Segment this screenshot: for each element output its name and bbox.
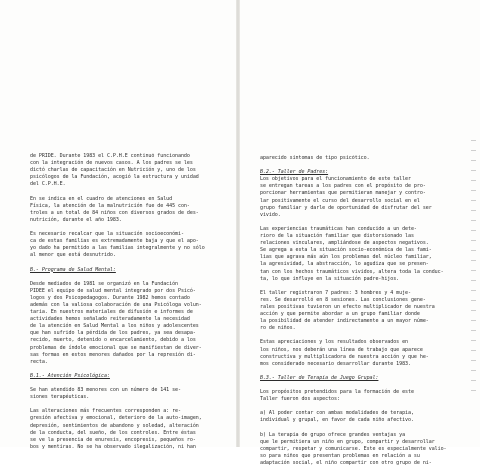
text-line: además con la valiosa colaboración de una Psicóloga volun- <box>30 301 202 308</box>
text-line: a) Al poder contar con ambas modalidades de terapia, <box>260 410 414 417</box>
text-line: rales positivas tuvieron un efecto multiplicador de nuestra <box>260 303 435 310</box>
text-line: El taller registraron 7 padres: 3 hombres y 4 muje- <box>260 289 411 296</box>
text-line: troles a un total de 84 niños con diversos grados de des- <box>30 209 199 216</box>
text-line: ro de niños. <box>260 325 296 332</box>
text-line: de PRIDE. Durante 1983 el C.P.H.E continuó funcionando <box>30 153 190 159</box>
text-line: actividades hemos señalado reiteradamente la necesidad <box>30 316 190 323</box>
text-line: aparecido síntomas de tipo psicótico. <box>260 155 370 161</box>
text-line: ta, lo que influye en la situación padre-hijos. <box>260 275 400 282</box>
right-page-text <box>260 155 466 467</box>
text-line: nutrición, durante el año 1983. <box>30 216 122 223</box>
text-line: Las alteraciones más frecuentes corresponden a: re- <box>30 408 181 415</box>
blank-line <box>260 162 466 169</box>
text-line: se entregan tareas a los padres con el propósito de pro- <box>260 183 426 190</box>
text-line: al menor que está desnutrido. <box>30 252 116 259</box>
text-line: problemas de índole emocional que se manifiestan de diver- <box>30 344 202 351</box>
text-line: la agresividad, la abstracción, lo agudiza que se presen- <box>260 261 429 268</box>
text-line: siones terapéuticas. <box>30 394 90 401</box>
text-line: individual y grupal, en favor de cada niño afectivo. <box>260 417 414 424</box>
blank-line <box>260 368 466 375</box>
blank-line <box>30 188 226 195</box>
text-line: los niños, nos deberán una línea de trabajo que aparece <box>260 346 423 353</box>
text-line: En se indica en el cuadro de atenciones en Salud <box>30 195 173 202</box>
page-edge-marks <box>471 140 477 400</box>
left-page <box>0 0 236 450</box>
blank-line <box>30 274 226 281</box>
blank-line <box>260 332 466 339</box>
text-line: taria. En nuestros materiales de difusión e informes de <box>30 309 193 316</box>
text-line: compartir, respetar y comunicarse. Este es especialmente valio- <box>260 445 447 452</box>
text-line: Se han atendido 83 menores con un número de 141 se- <box>30 387 181 394</box>
text-line: vivido. <box>260 211 281 218</box>
text-line: del C.P.H.E. <box>30 181 66 188</box>
text-line: gresión afectiva y emocional, deterioro de la auto-imagen, <box>30 415 202 422</box>
blank-line <box>30 366 226 373</box>
text-line: de la atención en Salud Mental a los niños y adolescentes <box>30 323 199 330</box>
text-line: Taller fueron dos aspectos: <box>260 396 340 403</box>
blank-line <box>260 425 466 432</box>
text-line: dictó charlas de capacitación en Nutrición y, uno de los <box>30 167 196 174</box>
text-line: Desde mediados de 1981 se organizó en la Fundación <box>30 280 179 287</box>
text-line: depresión, sentimientos de abandono y soledad, alteración <box>30 422 199 429</box>
section-heading: B.3.- Taller de Terapia de Juego Grupal: <box>260 374 379 381</box>
text-line: con la integración de nuevos casos. A los padres se les <box>30 160 193 167</box>
text-line: sas formas en estos menores dañados por la represión di- <box>30 351 196 358</box>
text-line: de la conducta, del sueño, de los controles. Entre éstas <box>30 429 196 436</box>
text-line: Los objetivos para el funcionamiento de este taller <box>260 176 411 183</box>
text-line: tan con los hechos traumáticos vividos, altera toda la conduc- <box>260 268 444 275</box>
text-line: Estas apreciaciones y los resultados observados en <box>260 339 409 346</box>
text-line: b) La terapia de grupo ofrece grandes ventajas ya <box>260 431 406 438</box>
text-line: acción y que permite abordar a un grupo familiar donde <box>260 311 420 318</box>
text-line: grupo familiar y darle de oportunidad de disfrutar del ser <box>260 204 432 211</box>
text-line: res. Se desarrolló en 8 sesiones. Las conclusiones gene- <box>260 296 426 303</box>
text-line: Los propósitos pretendidos para la formación de este <box>260 389 414 396</box>
text-line: so para niños que presentan problemas en relación a su <box>260 452 420 459</box>
text-line: yo dado ha permitido a las familias integralmente y no sólo <box>30 245 205 252</box>
text-line: recta. <box>30 358 48 365</box>
section-heading: B.2.- Taller de Padres: <box>260 169 329 176</box>
text-line: que han sufrido la pérdida de los padres, ya sea desapa- <box>30 330 196 337</box>
text-line: se ve la presencia de enuresis, encopresis, pequeños ro- <box>30 436 196 443</box>
text-line: relaciones vinculares, ampliándose de aspectos negativos. <box>260 240 429 247</box>
text-line: rioro de la situación familiar que distorsionado las <box>260 233 414 240</box>
blank-line <box>30 259 226 266</box>
text-line: lar positivamente el curso del desarrollo social en el <box>260 197 420 204</box>
left-page-text <box>30 153 226 451</box>
text-line: PIDEE el equipo de salud mental integrado por dos Psicó- <box>30 287 196 294</box>
blank-line <box>30 224 226 231</box>
text-line: Es necesario recalcar que la situación socioeconómi- <box>30 231 184 238</box>
section-heading: B.- Programa de Salud Mental: <box>30 266 116 273</box>
text-line: mos considerado necesario desarrollar durante 1983. <box>260 360 411 367</box>
text-line: Física, la atención de la malnutrición fue de 445 con- <box>30 202 190 209</box>
text-line: que le permitiera un niño en grupo, compartir y desarrollar <box>260 438 435 445</box>
text-line: adaptación social, el niño compartir con otro grupo de ni- <box>260 460 432 467</box>
section-heading: B.1.- Atención Psicológica: <box>30 372 110 379</box>
right-page <box>240 0 480 467</box>
text-line: constructiva y multiplicadora de nuestra acción y que he- <box>260 353 429 360</box>
text-line: recido, muerto, detenido o encarcelamiento, debido a los <box>30 337 196 344</box>
text-line: Se agrega a esta la situación socio-económica de las fami- <box>260 247 432 254</box>
text-line: bos y mentiras. No se ha observado ilegalización, ni han <box>30 443 196 450</box>
text-line: la posibilidad de atender indirectamente a un mayor núme- <box>260 318 429 325</box>
blank-line <box>260 403 466 410</box>
text-line: Las experiencias traumáticas han conducido a un dete- <box>260 225 417 232</box>
blank-line <box>260 219 466 226</box>
text-line: logos y dos Psicopedagogos. Durante 1982 hemos contado <box>30 294 190 301</box>
text-line: ca de estas familias es extremadamente baja y que el apo- <box>30 238 199 245</box>
text-line: psicólogos de la Fundación, acogió la estructura y unidad <box>30 174 199 181</box>
text-line: lias que agrava más aún los problemas del núcleo familiar, <box>260 254 432 261</box>
blank-line <box>260 283 466 290</box>
text-line: porcionar herramientas que permitieran manejar y contro- <box>260 190 426 197</box>
